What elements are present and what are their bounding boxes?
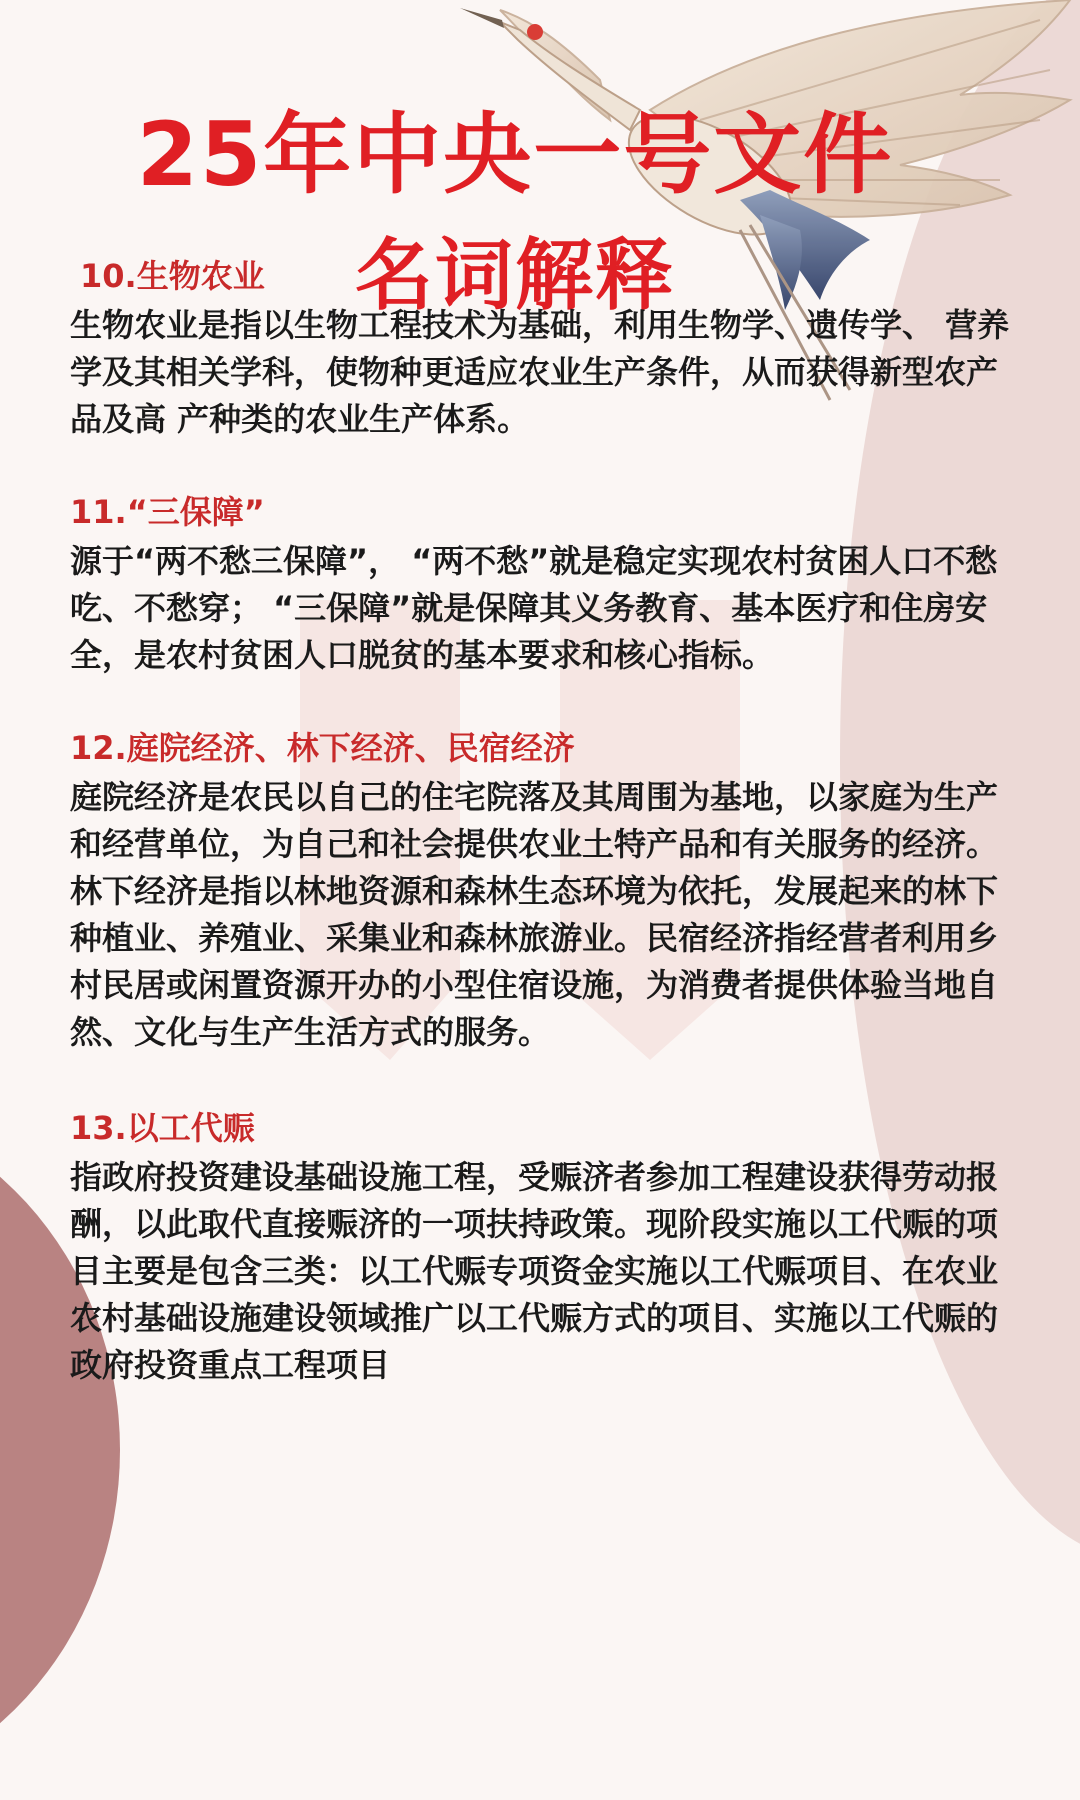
term-definition: 庭院经济是农民以自己的住宅院落及其周围为基地，以家庭为生产和经营单位，为自己和社会提供农业土特产品和有关服务的经济。林下经济是指以林地资源和森林生态环境为依托，发展起来的林下种植业、养殖业、采集业和森林旅游业。民宿经济指经营者利用乡村民居或闲置资源开办的小型住宿设施，为消费者提供体验当地自然、文化与生产生活方式的服务。 [70, 778, 999, 1051]
term-section-12 [70, 726, 1020, 1056]
term-heading: 13.以工代赈 [70, 1109, 255, 1147]
term-definition: 指政府投资建设基础设施工程，受赈济者参加工程建设获得劳动报酬，以此取代直接赈济的一项扶持政策。现阶段实施以工代赈的项目主要是包含三类：以工代赈专项资金实施以工代赈项目、在农业农村基础设施建设领域推广以工代赈方式的项目、实施以工代赈的政府投资重点工程项目 [70, 1158, 999, 1384]
page-title: 25年中央一号文件 [136, 102, 894, 206]
term-heading: 10.生物农业 [80, 257, 265, 295]
term-heading: 12.庭院经济、林下经济、民宿经济 [70, 729, 575, 767]
term-definition: 生物农业是指以生物工程技术为基础，利用生物学、遗传学、 营养学及其相关学科，使物种更适应农业生产条件，从而获得新型农产品及高 产种类的农业生产体系。 [70, 306, 1010, 438]
term-section-10 [70, 254, 1020, 443]
term-section-13 [70, 1106, 1020, 1389]
term-heading: 11.“三保障” [70, 493, 265, 531]
page-subtitle: 名词解释 [354, 230, 675, 321]
term-section-11 [70, 490, 1020, 679]
term-definition: 源于“两不愁三保障”， “两不愁”就是稳定实现农村贫困人口不愁吃、不愁穿； “三保障”就是保障其义务教育、基本医疗和住房安全，是农村贫困人口脱贫的基本要求和核心指标。 [70, 542, 998, 674]
